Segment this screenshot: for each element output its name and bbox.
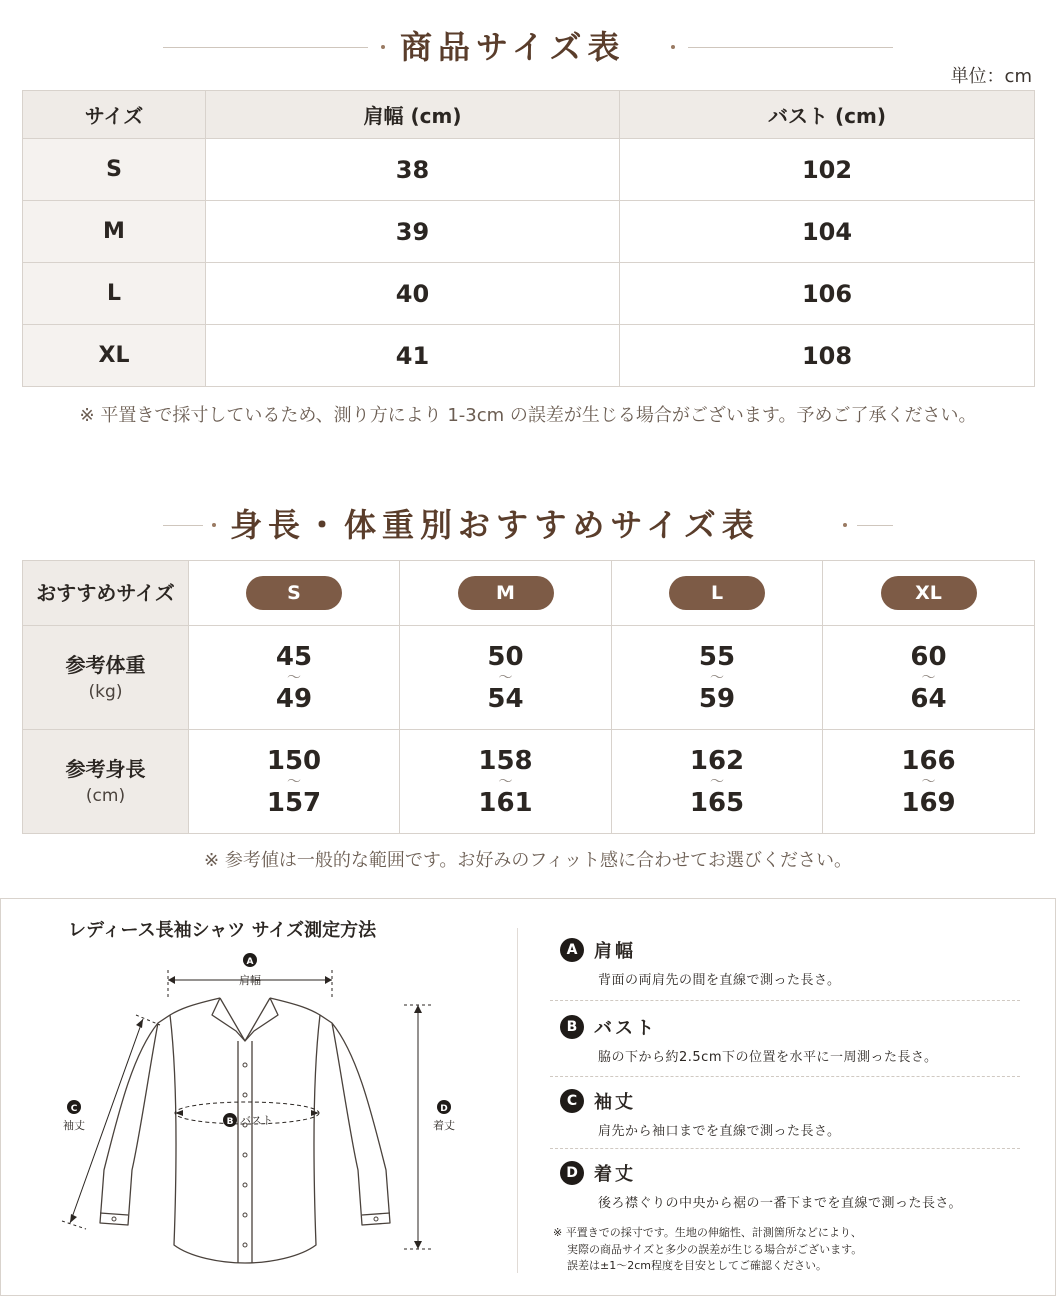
item-separator [550, 1076, 1020, 1077]
range-tilde: ～ [710, 773, 724, 790]
table-row [23, 263, 1035, 325]
measurement-footnote [553, 1225, 1023, 1275]
shoulder-cell: 41 [206, 325, 620, 387]
measurement-item-a [560, 937, 1020, 988]
recommend-table [22, 560, 1035, 834]
weight-range-cell [400, 626, 612, 730]
shoulder-cell: 40 [206, 263, 620, 325]
title-rule-left [163, 525, 203, 526]
shoulder-cell: 38 [206, 139, 620, 201]
item-description: 肩先から袖口までを直線で測った長さ。 [598, 1124, 841, 1139]
range-to: 169 [901, 787, 956, 818]
recommend-header-row [23, 561, 1035, 626]
item-label: 着丈 [594, 1164, 636, 1185]
measurement-title: レディース長袖シャツ サイズ測定方法 [68, 920, 377, 941]
header-bust: バスト (cm) [620, 91, 1035, 139]
bust-cell: 106 [620, 263, 1035, 325]
badge-d-icon: D [560, 1161, 584, 1185]
height-range-cell [189, 730, 400, 834]
shirt-outline [100, 998, 390, 1263]
size-pill-cell [189, 561, 400, 626]
weight-row-header [23, 626, 189, 730]
height-label: 参考身長 [65, 756, 146, 781]
dimension-d [404, 1005, 455, 1249]
range-from: 45 [275, 641, 313, 672]
range-from: 166 [901, 745, 956, 776]
diagram-label-a: 肩幅 [239, 974, 261, 987]
range-tilde: ～ [287, 773, 301, 790]
title-dot-right [671, 45, 675, 49]
table-row [23, 201, 1035, 263]
weight-range-cell [612, 626, 823, 730]
title-dot-left [381, 45, 385, 49]
size-table-title: 商品サイズ表 [400, 28, 626, 66]
badge-c-icon: C [560, 1089, 584, 1113]
recommend-note: ※ 参考値は一般的な範囲です。お好みのフィット感に合わせてお選びください。 [204, 850, 852, 871]
shirt-buttons [112, 1063, 378, 1247]
item-description: 背面の両肩先の間を直線で測った長さ。 [598, 973, 841, 988]
item-separator [550, 1148, 1020, 1149]
height-range-cell [400, 730, 612, 834]
weight-row [23, 626, 1035, 730]
size-table-header [23, 91, 1035, 139]
range-to: 161 [478, 787, 533, 818]
unit-label: 単位：cm [950, 66, 1032, 87]
size-pill-cell [823, 561, 1035, 626]
dimension-a [168, 953, 332, 1000]
size-cell: S [23, 139, 206, 201]
header-size: サイズ [23, 91, 206, 139]
diagram-letter-a: A [246, 957, 254, 967]
badge-a-icon: A [560, 938, 584, 962]
item-separator [550, 1000, 1020, 1001]
range-tilde: ～ [921, 669, 936, 686]
bust-cell: 102 [620, 139, 1035, 201]
dimension-b [175, 1102, 319, 1127]
recommend-table-title: 身長・体重別おすすめサイズ表 [230, 506, 760, 544]
weight-label: 参考体重 [65, 652, 146, 677]
range-to: 157 [266, 787, 322, 818]
measurement-item-c [560, 1088, 1020, 1139]
size-cell: M [23, 201, 206, 263]
range-tilde: ～ [710, 669, 724, 686]
item-label: 肩幅 [594, 941, 636, 962]
size-table-note: ※ 平置きで採寸しているため、測り方により 1-3cm の誤差が生じる場合がございます。予めご了承ください。 [79, 405, 977, 426]
size-pill: XL [881, 576, 977, 610]
title-rule-right [688, 47, 893, 48]
table-row [23, 325, 1035, 387]
footnote-line: 誤差は±1～2cm程度を目安としてご確認ください。 [567, 1259, 827, 1272]
size-pill: S [246, 576, 342, 610]
diagram-letter-b: B [226, 1117, 234, 1127]
range-from: 150 [266, 745, 322, 776]
size-pill: M [458, 576, 554, 610]
title-dot-left [212, 523, 216, 527]
weight-range-cell [823, 626, 1035, 730]
size-table [22, 90, 1035, 387]
item-label: バスト [594, 1018, 657, 1039]
dimension-c [62, 1015, 160, 1229]
bust-cell: 104 [620, 201, 1035, 263]
range-from: 60 [910, 641, 947, 672]
item-description: 後ろ襟ぐりの中央から裾の一番下までを直線で測った長さ。 [598, 1196, 962, 1211]
weight-range-cell [189, 626, 400, 730]
shoulder-cell: 39 [206, 201, 620, 263]
footnote-line: ※ 平置きでの採寸です。生地の伸縮性、計測箇所などにより、 [553, 1226, 862, 1239]
recommend-title-row [0, 500, 1056, 550]
diagram-label-d: 着丈 [433, 1119, 455, 1132]
range-tilde: ～ [498, 773, 513, 790]
height-row-header [23, 730, 189, 834]
range-from: 162 [689, 745, 745, 776]
range-tilde: ～ [921, 773, 936, 790]
range-tilde: ～ [287, 669, 301, 686]
size-cell: L [23, 263, 206, 325]
height-range-cell [823, 730, 1035, 834]
title-rule-left [163, 47, 368, 48]
size-pill-cell [400, 561, 612, 626]
size-cell: XL [23, 325, 206, 387]
item-label: 袖丈 [594, 1092, 636, 1113]
title-rule-right [857, 525, 893, 526]
range-from: 158 [478, 745, 533, 776]
range-to: 64 [910, 683, 947, 714]
title-dot-right [843, 523, 847, 527]
table-row [23, 139, 1035, 201]
height-unit: (cm) [85, 785, 126, 806]
height-row [23, 730, 1035, 834]
range-tilde: ～ [498, 669, 513, 686]
header-shoulder: 肩幅 (cm) [206, 91, 620, 139]
measurement-item-d [560, 1160, 1020, 1211]
measurement-item-b [560, 1014, 1020, 1065]
badge-b-icon: B [560, 1015, 584, 1039]
size-pill: L [669, 576, 765, 610]
diagram-label-b: バスト [240, 1114, 273, 1127]
panel-divider [517, 928, 518, 1273]
height-range-cell [612, 730, 823, 834]
range-to: 49 [275, 683, 313, 714]
range-from: 50 [487, 641, 524, 672]
diagram-label-c: 袖丈 [63, 1119, 85, 1132]
size-table-title-row [0, 22, 1056, 72]
range-to: 54 [487, 683, 524, 714]
diagram-letter-d: D [440, 1104, 448, 1114]
bust-cell: 108 [620, 325, 1035, 387]
diagram-letter-c: C [70, 1104, 78, 1114]
size-pill-cell [612, 561, 823, 626]
range-to: 59 [698, 683, 736, 714]
shirt-diagram [40, 945, 480, 1265]
footnote-line: 実際の商品サイズと多少の誤差が生じる場合がございます。 [567, 1242, 863, 1256]
item-description: 脇の下から約2.5cm下の位置を水平に一周測った長さ。 [598, 1050, 938, 1065]
range-to: 165 [689, 787, 745, 818]
range-from: 55 [698, 641, 736, 672]
recommend-size-label: おすすめサイズ [23, 561, 189, 626]
weight-unit: (kg) [88, 681, 123, 702]
